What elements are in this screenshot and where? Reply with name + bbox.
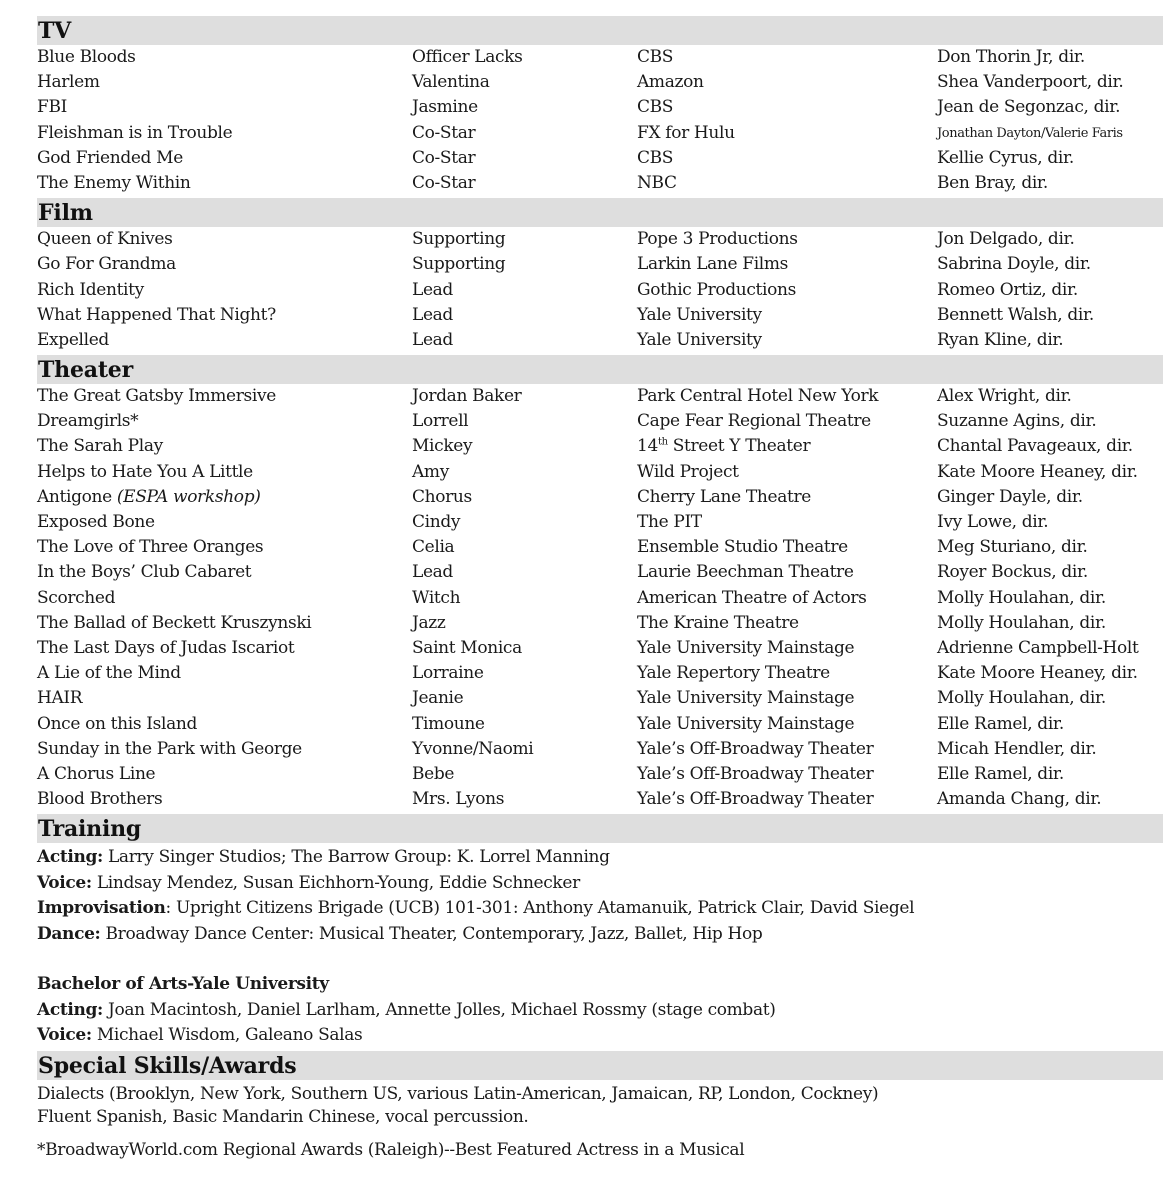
credit-venue: American Theatre of Actors — [637, 587, 867, 608]
credit-role: Timoune — [412, 713, 485, 734]
section-header-film: Film — [37, 198, 1163, 227]
credit-director: Elle Ramel, dir. — [937, 763, 1064, 784]
credit-director: Bennett Walsh, dir. — [937, 304, 1094, 325]
credit-title: Dreamgirls* — [37, 411, 139, 432]
training-text: Joan Macintosh, Daniel Larlham, Annette Jolles, Michael Rossmy (stage combat) — [102, 999, 776, 1020]
credit-director: Elle Ramel, dir. — [937, 713, 1064, 734]
credit-venue: Amazon — [637, 72, 704, 93]
credit-role: Officer Lacks — [412, 47, 523, 67]
credit-title: Scorched — [37, 587, 116, 608]
credit-venue: CBS — [637, 147, 674, 168]
credit-role: Supporting — [412, 254, 506, 275]
credit-venue: Cape Fear Regional Theatre — [637, 411, 871, 432]
credit-title: Fleishman is in Trouble — [37, 122, 233, 143]
training-label: Voice: — [37, 872, 92, 893]
credit-role: Lorrell — [412, 411, 469, 432]
resume-page — [37, 16, 1163, 1163]
credit-director: Ivy Lowe, dir. — [937, 512, 1049, 532]
credit-title: Queen of Knives — [37, 229, 173, 250]
credit-director: Ginger Dayle, dir. — [937, 486, 1083, 507]
credit-title: Go For Grandma — [37, 254, 176, 275]
credit-row — [37, 252, 1163, 277]
credit-venue: Laurie Beechman Theatre — [637, 562, 854, 583]
credit-director: Shea Vanderpoort, dir. — [937, 72, 1124, 93]
credit-title: In the Boys’ Club Cabaret — [37, 562, 252, 583]
training-text: Michael Wisdom, Galeano Salas — [91, 1025, 363, 1046]
training-label: Acting: — [37, 847, 103, 868]
credit-row — [37, 45, 1163, 70]
credit-director: Alex Wright, dir. — [937, 386, 1072, 407]
spacer — [37, 947, 1163, 972]
credit-venue: CBS — [637, 47, 674, 67]
credit-director: Amanda Chang, dir. — [937, 789, 1102, 810]
credit-director: Jean de Segonzac, dir. — [937, 97, 1121, 118]
credit-row — [37, 434, 1163, 459]
credit-title: The Ballad of Beckett Kruszynski — [37, 612, 312, 633]
credit-title: A Lie of the Mind — [37, 663, 181, 684]
credit-row — [37, 762, 1163, 787]
credit-role: Yvonne/Naomi — [412, 738, 534, 759]
degree-line-voice — [37, 1023, 1163, 1049]
credit-title: The Love of Three Oranges — [37, 537, 264, 558]
credit-title: The Sarah Play — [37, 436, 163, 457]
credit-venue: Cherry Lane Theatre — [637, 486, 811, 507]
credit-role: Lead — [412, 562, 453, 583]
credit-title: Exposed Bone — [37, 512, 155, 532]
training-text: Lindsay Mendez, Susan Eichhorn-Young, Eddie Schnecker — [91, 872, 580, 893]
credit-row — [37, 146, 1163, 171]
credit-venue: NBC — [637, 172, 677, 193]
credit-role: Witch — [412, 587, 461, 608]
tv-credits — [37, 45, 1163, 196]
credit-title-note: (ESPA workshop) — [116, 486, 261, 507]
credit-venue: Ensemble Studio Theatre — [637, 537, 848, 558]
credit-role: Lorraine — [412, 663, 484, 684]
credit-director: Kate Moore Heaney, dir. — [937, 461, 1138, 482]
training-label: Acting: — [37, 999, 103, 1020]
credit-role: Amy — [412, 461, 449, 482]
credit-title: God Friended Me — [37, 147, 183, 168]
credit-row — [37, 560, 1163, 585]
credit-row — [37, 712, 1163, 737]
degree-title: Bachelor of Arts-Yale University — [37, 974, 329, 995]
credit-role: Mickey — [412, 436, 473, 457]
degree-line-acting — [37, 998, 1163, 1024]
credit-venue: The Kraine Theatre — [637, 612, 799, 633]
credit-row — [37, 586, 1163, 611]
credit-row — [37, 95, 1163, 120]
credit-row — [37, 611, 1163, 636]
credit-venue: The PIT — [637, 512, 702, 532]
credit-title: The Great Gatsby Immersive — [37, 386, 276, 407]
credit-director: Chantal Pavageaux, dir. — [937, 436, 1133, 457]
credit-role: Supporting — [412, 229, 506, 250]
credit-director: Jonathan Dayton/Valerie Faris — [937, 125, 1123, 141]
training-label: Dance: — [37, 923, 101, 944]
credit-venue: Gothic Productions — [637, 279, 796, 300]
training-line-improv — [37, 896, 1163, 922]
film-credits — [37, 227, 1163, 353]
credit-director: Royer Bockus, dir. — [937, 562, 1088, 583]
credit-role: Lead — [412, 279, 453, 300]
section-header-skills: Special Skills/Awards — [37, 1051, 1163, 1080]
credit-venue: Larkin Lane Films — [637, 254, 789, 275]
credit-director: Suzanne Agins, dir. — [937, 411, 1097, 432]
skills-block — [37, 1080, 1163, 1164]
credit-role: Lead — [412, 304, 453, 325]
credit-role: Celia — [412, 537, 455, 558]
training-text: Broadway Dance Center: Musical Theater, Contemporary, Jazz, Ballet, Hip Hop — [100, 923, 763, 944]
credit-director: Ryan Kline, dir. — [937, 329, 1064, 350]
credit-role: Jazz — [412, 612, 446, 633]
credit-row — [37, 171, 1163, 196]
training-text: : Upright Citizens Brigade (UCB) 101-301: Anthony Atamanuik, Patrick Clair, David Siegel — [165, 898, 915, 919]
credit-row — [37, 278, 1163, 303]
credit-title: The Last Days of Judas Iscariot — [37, 637, 295, 658]
training-line-voice — [37, 871, 1163, 897]
credit-director: Jon Delgado, dir. — [937, 229, 1075, 250]
credit-row — [37, 535, 1163, 560]
venue-ordinal: th — [657, 436, 668, 448]
credit-row — [37, 70, 1163, 95]
skills-line: Dialects (Brooklyn, New York, Southern US, various Latin-American, Jamaican, RP, London, Cockney) — [37, 1083, 879, 1104]
training-label: Improvisation — [37, 898, 166, 919]
degree-heading — [37, 972, 1163, 998]
credit-venue: Yale University — [637, 329, 762, 350]
credit-role: Co-Star — [412, 172, 476, 193]
credit-row — [37, 409, 1163, 434]
credit-row — [37, 510, 1163, 535]
credit-director: Molly Houlahan, dir. — [937, 688, 1106, 709]
credit-title: Expelled — [37, 329, 109, 350]
credit-venue: Yale University Mainstage — [637, 688, 855, 709]
credit-row — [37, 636, 1163, 661]
credit-title: FBI — [37, 97, 67, 118]
credit-director: Ben Bray, dir. — [937, 172, 1048, 193]
credit-role: Co-Star — [412, 122, 476, 143]
credit-title: What Happened That Night? — [37, 304, 276, 325]
credit-row — [37, 787, 1163, 812]
theater-credits — [37, 384, 1163, 812]
credit-venue: Yale University Mainstage — [637, 713, 855, 734]
credit-role: Lead — [412, 329, 453, 350]
credit-director: Kellie Cyrus, dir. — [937, 147, 1074, 168]
credit-role: Jeanie — [412, 688, 464, 709]
credit-role: Jasmine — [412, 97, 478, 118]
credit-title: Once on this Island — [37, 713, 197, 734]
credit-venue: Pope 3 Productions — [637, 229, 798, 250]
credit-row — [37, 737, 1163, 762]
credit-director: Romeo Ortiz, dir. — [937, 279, 1078, 300]
credit-role: Chorus — [412, 486, 472, 507]
credit-title: Blue Bloods — [37, 47, 136, 67]
credit-venue: Park Central Hotel New York — [637, 386, 879, 407]
credit-director: Don Thorin Jr, dir. — [937, 47, 1085, 67]
credit-director: Molly Houlahan, dir. — [937, 612, 1106, 633]
credit-venue: Yale’s Off-Broadway Theater — [637, 738, 874, 759]
credit-director: Sabrina Doyle, dir. — [937, 254, 1091, 275]
credit-venue: Yale University Mainstage — [637, 637, 855, 658]
training-text: Larry Singer Studios; The Barrow Group: K. Lorrel Manning — [102, 847, 610, 868]
section-header-training: Training — [37, 814, 1163, 843]
credit-title: The Enemy Within — [37, 172, 191, 193]
credit-venue: CBS — [637, 97, 674, 118]
credit-title: Helps to Hate You A Little — [37, 461, 253, 482]
credit-row — [37, 328, 1163, 353]
credit-director: Micah Hendler, dir. — [937, 738, 1097, 759]
credit-venue: FX for Hulu — [637, 122, 735, 143]
credit-title: Harlem — [37, 72, 100, 93]
credit-title-main: Antigone — [37, 486, 117, 507]
credit-role: Cindy — [412, 512, 461, 532]
credit-role: Jordan Baker — [412, 386, 522, 407]
credit-venue: Yale University — [637, 304, 762, 325]
section-header-tv: TV — [37, 16, 1163, 45]
credit-director: Meg Sturiano, dir. — [937, 537, 1088, 558]
training-label: Voice: — [37, 1025, 92, 1046]
credit-title: Rich Identity — [37, 279, 144, 300]
credit-row — [37, 661, 1163, 686]
award-footnote: *BroadwayWorld.com Regional Awards (Raleigh)--Best Featured Actress in a Musical — [37, 1139, 745, 1160]
credit-venue: Yale’s Off-Broadway Theater — [637, 789, 874, 810]
venue-name: Street Y Theater — [667, 436, 811, 457]
section-header-theater: Theater — [37, 355, 1163, 384]
credit-title — [37, 485, 412, 510]
credit-row — [37, 485, 1163, 510]
credit-role: Valentina — [412, 72, 490, 93]
training-block — [37, 843, 1163, 1049]
credit-role: Saint Monica — [412, 637, 522, 658]
credit-venue — [637, 434, 937, 459]
training-line-acting — [37, 845, 1163, 871]
credit-role: Bebe — [412, 763, 455, 784]
credit-venue: Yale’s Off-Broadway Theater — [637, 763, 874, 784]
credit-row — [37, 227, 1163, 252]
credit-row — [37, 303, 1163, 328]
credit-row — [37, 121, 1163, 146]
credit-director: Kate Moore Heaney, dir. — [937, 663, 1138, 684]
credit-director: Adrienne Campbell-Holt — [937, 637, 1139, 658]
credit-row — [37, 460, 1163, 485]
credit-director: Molly Houlahan, dir. — [937, 587, 1106, 608]
skills-line: Fluent Spanish, Basic Mandarin Chinese, vocal percussion. — [37, 1106, 529, 1127]
credit-title: Sunday in the Park with George — [37, 738, 302, 759]
credit-role: Mrs. Lyons — [412, 789, 505, 810]
credit-venue: Wild Project — [637, 461, 739, 482]
venue-number: 14 — [637, 436, 658, 457]
credit-title: A Chorus Line — [37, 763, 156, 784]
training-line-dance — [37, 922, 1163, 948]
credit-title: Blood Brothers — [37, 789, 163, 810]
credit-venue: Yale Repertory Theatre — [637, 663, 830, 684]
credit-title: HAIR — [37, 688, 83, 709]
credit-row — [37, 686, 1163, 711]
credit-row — [37, 384, 1163, 409]
credit-role: Co-Star — [412, 147, 476, 168]
